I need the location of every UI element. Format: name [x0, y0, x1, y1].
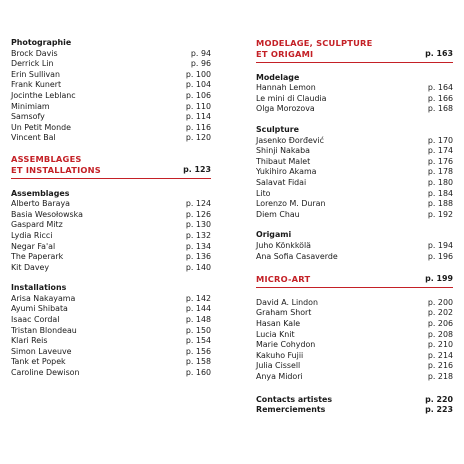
toc-entry [11, 315, 211, 326]
entry-page: p. 192 [427, 209, 453, 219]
entry-name: Remerciements [256, 405, 326, 415]
toc-entry [11, 242, 211, 253]
entry-page: p. 174 [427, 146, 453, 156]
modelage-section-title-line1: MODELAGE, SCULPTURE [256, 38, 373, 48]
modelage-list [256, 83, 453, 115]
toc-entry [256, 340, 453, 351]
entry-page: p. 176 [427, 156, 453, 166]
toc-left-column [11, 38, 211, 379]
entry-name: Vincent Bal [11, 133, 56, 143]
toc-entry [256, 372, 453, 383]
toc-entry [256, 210, 453, 221]
toc-entry [256, 308, 453, 319]
section-divider [11, 178, 211, 179]
toc-entry [11, 368, 211, 379]
toc-entry [11, 102, 211, 113]
entry-page: p. 106 [185, 90, 211, 100]
entry-page: p. 184 [427, 188, 453, 198]
toc-entry [256, 395, 453, 406]
toc-entry [11, 80, 211, 91]
entry-page: p. 100 [185, 69, 211, 79]
toc-entry [256, 319, 453, 330]
assemblages-section-title-line2: ET INSTALLATIONS [11, 164, 101, 175]
assemblages-section-title-line1: ASSEMBLAGES [11, 153, 82, 164]
toc-entry [256, 298, 453, 309]
entry-page: p. 96 [190, 59, 211, 69]
entry-name: Ayumi Shibata [11, 304, 68, 314]
assemblages-heading: Assemblages [11, 188, 70, 198]
toc-entry [11, 326, 211, 337]
entry-name: Derrick Lin [11, 59, 54, 69]
sculpture-list [256, 136, 453, 221]
origami-list [256, 241, 453, 262]
toc-entry [11, 294, 211, 305]
toc-entry [11, 199, 211, 210]
entry-name: Salavat Fidai [256, 177, 307, 187]
entry-page: p. 154 [185, 336, 211, 346]
toc-entry [11, 210, 211, 221]
entry-page: p. 134 [185, 241, 211, 251]
toc-entry [11, 231, 211, 242]
entry-page: p. 216 [427, 361, 453, 371]
toc-entry [256, 361, 453, 372]
entry-name: Tristan Blondeau [11, 325, 77, 335]
entry-name: Arisa Nakayama [11, 293, 76, 303]
entry-name: Samsofy [11, 112, 45, 122]
toc-entry [256, 94, 453, 105]
entry-name: Gaspard Mitz [11, 220, 63, 230]
entry-page: p. 130 [185, 220, 211, 230]
toc-entry [11, 112, 211, 123]
entry-page: p. 220 [425, 394, 453, 404]
entry-name: Ana Sofia Casaverde [256, 251, 338, 261]
toc-entry [11, 91, 211, 102]
photographie-heading: Photographie [11, 38, 72, 47]
origami-heading: Origami [256, 230, 292, 240]
entry-page: p. 166 [427, 93, 453, 103]
entry-name: Jocinthe Leblanc [11, 90, 76, 100]
microart-section-title: MICRO-ART [256, 274, 311, 285]
entry-page: p. 116 [185, 122, 211, 132]
entry-page: p. 104 [185, 80, 211, 90]
toc-entry [256, 167, 453, 178]
entry-name: Lucia Knit [256, 329, 295, 339]
entry-name: Frank Kunert [11, 80, 62, 90]
entry-name: Lydia Ricci [11, 230, 53, 240]
modelage-section-title-line2: ET ORIGAMI [256, 48, 314, 59]
toc-entry [11, 263, 211, 274]
entry-page: p. 188 [427, 199, 453, 209]
entry-page: p. 160 [185, 368, 211, 378]
entry-name: Isaac Cordal [11, 315, 60, 325]
entry-page: p. 148 [185, 315, 211, 325]
entry-name: Kakuho Fujii [256, 350, 304, 360]
entry-page: p. 144 [185, 304, 211, 314]
microart-section-header [256, 274, 453, 288]
sculpture-heading: Sculpture [256, 124, 299, 134]
entry-page: p. 223 [425, 405, 453, 415]
entry-page: p. 142 [185, 293, 211, 303]
entry-name: Anya Midori [256, 372, 303, 382]
entry-name: Marie Cohydon [256, 340, 316, 350]
entry-name: The Paperark [11, 252, 64, 262]
entry-page: p. 208 [427, 329, 453, 339]
toc-entry [11, 304, 211, 315]
entry-page: p. 94 [190, 48, 211, 58]
entry-page: p. 210 [427, 340, 453, 350]
entry-name: Jasenko Đorđević [256, 135, 325, 145]
entry-name: Kit Davey [11, 262, 50, 272]
entry-page: p. 196 [427, 251, 453, 261]
toc-entry [256, 189, 453, 200]
microart-section-page: p. 199 [425, 274, 453, 284]
toc-entry [11, 70, 211, 81]
entry-name: Hannah Lemon [256, 83, 316, 93]
entry-name: Olga Morozova [256, 104, 315, 114]
installations-heading: Installations [11, 283, 67, 293]
entry-name: Juho Könkkölä [256, 240, 311, 250]
toc-entry [256, 104, 453, 115]
entry-page: p. 200 [427, 297, 453, 307]
entry-name: Diem Chau [256, 209, 300, 219]
entry-name: Basia Wesołowska [11, 209, 83, 219]
entry-name: Lorenzo M. Duran [256, 199, 326, 209]
entry-name: Simon Laveuve [11, 346, 72, 356]
toc-entry [256, 178, 453, 189]
toc-entry [11, 252, 211, 263]
entry-name: Klari Reis [11, 336, 48, 346]
entry-page: p. 150 [185, 325, 211, 335]
entry-name: Erin Sullivan [11, 69, 61, 79]
entry-name: Shinji Nakaba [256, 146, 310, 156]
entry-page: p. 140 [185, 262, 211, 272]
entry-page: p. 180 [427, 177, 453, 187]
entry-name: Un Petit Monde [11, 122, 72, 132]
modelage-section-page: p. 163 [425, 48, 453, 58]
toc-entry [11, 133, 211, 144]
entry-page: p. 164 [427, 83, 453, 93]
entry-name: Negar Fa'al [11, 241, 56, 251]
entry-page: p. 114 [185, 112, 211, 122]
entry-page: p. 206 [427, 319, 453, 329]
toc-entry [256, 330, 453, 341]
entry-page: p. 170 [427, 135, 453, 145]
entry-name: Alberto Baraya [11, 199, 70, 209]
entry-page: p. 126 [185, 209, 211, 219]
entry-name: Tank et Popek [11, 357, 66, 367]
toc-entry [256, 405, 453, 416]
toc-entry [256, 146, 453, 157]
toc-entry [11, 336, 211, 347]
toc-entry [256, 83, 453, 94]
toc-entry [11, 357, 211, 368]
toc-entry [11, 123, 211, 134]
entry-page: p. 178 [427, 167, 453, 177]
entry-name: Lito [256, 188, 271, 198]
toc-entry [11, 220, 211, 231]
modelage-heading: Modelage [256, 72, 300, 82]
entry-name: Thibaut Malet [256, 156, 311, 166]
toc-entry [256, 157, 453, 168]
section-divider [256, 287, 453, 288]
entry-page: p. 158 [185, 357, 211, 367]
entry-page: p. 132 [185, 230, 211, 240]
photographie-list [11, 49, 211, 144]
entry-name: Contacts artistes [256, 394, 333, 404]
entry-page: p. 194 [427, 240, 453, 250]
toc-entry [11, 59, 211, 70]
microart-list [256, 298, 453, 383]
toc-right-column [256, 38, 453, 416]
entry-page: p. 124 [185, 199, 211, 209]
entry-page: p. 214 [427, 350, 453, 360]
entry-name: Minimiam [11, 101, 50, 111]
entry-name: Graham Short [256, 308, 312, 318]
entry-name: Le mini di Claudia [256, 93, 327, 103]
modelage-section-header [256, 38, 453, 63]
entry-page: p. 168 [427, 104, 453, 114]
installations-list [11, 294, 211, 379]
entry-name: David A. Lindon [256, 297, 318, 307]
entry-name: Yukihiro Akama [256, 167, 317, 177]
toc-entry [11, 347, 211, 358]
toc-entry [256, 252, 453, 263]
back-matter-list [256, 395, 453, 416]
entry-page: p. 156 [185, 346, 211, 356]
entry-name: Julia Cissell [256, 361, 301, 371]
assemblages-list [11, 199, 211, 273]
entry-name: Hasan Kale [256, 319, 301, 329]
toc-entry [256, 241, 453, 252]
entry-page: p. 120 [185, 133, 211, 143]
entry-page: p. 218 [427, 372, 453, 382]
entry-name: Brock Davis [11, 48, 58, 58]
toc-entry [256, 136, 453, 147]
toc-entry [11, 49, 211, 60]
entry-name: Caroline Dewison [11, 368, 80, 378]
toc-entry [256, 351, 453, 362]
entry-page: p. 110 [185, 101, 211, 111]
entry-page: p. 136 [185, 252, 211, 262]
assemblages-section-page: p. 123 [183, 164, 211, 174]
entry-page: p. 202 [427, 308, 453, 318]
toc-entry [256, 199, 453, 210]
section-divider [256, 62, 453, 63]
assemblages-section-header [11, 154, 211, 179]
